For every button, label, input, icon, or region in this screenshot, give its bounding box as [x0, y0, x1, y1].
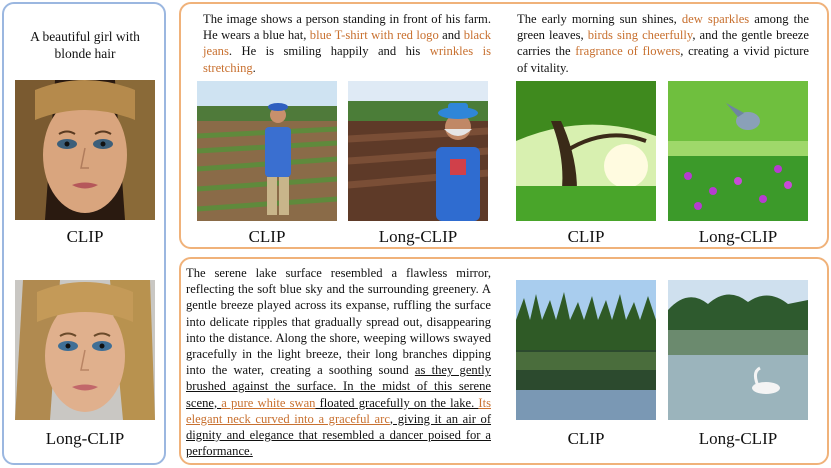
farm-description-text — [203, 11, 491, 76]
farm-longclip-image — [348, 81, 488, 221]
lake-longclip-caption: Long-CLIP — [698, 429, 778, 448]
farm-clip-caption: CLIP — [248, 227, 286, 246]
morning-longclip-image — [668, 81, 808, 221]
lake-longclip-image — [668, 280, 808, 420]
morning-clip-image — [516, 81, 656, 221]
text-segment: , giving it an air of dignity and elegance that resembled a dancer poised for a performance. — [186, 411, 492, 459]
morning-description-text — [517, 11, 809, 76]
text-segment: among the green leaves, — [517, 12, 809, 43]
lake-clip-image — [516, 280, 656, 420]
lake-clip-caption: CLIP — [567, 429, 605, 448]
farm-longclip-caption: Long-CLIP — [378, 227, 458, 246]
left-longclip-caption: Long-CLIP — [45, 429, 125, 448]
text-segment: dew sparkles — [681, 12, 750, 26]
text-segment: a pure white swan — [221, 395, 316, 410]
text-segment: , and the gentle breeze carries the — [517, 28, 809, 59]
text-segment: wrinkles is stretching — [203, 44, 491, 75]
text-segment: and — [438, 28, 464, 43]
text-segment: , creating a vivid picture of vitality. — [517, 44, 809, 75]
text-segment: . — [252, 60, 256, 75]
left-clip-caption: CLIP — [66, 227, 104, 246]
text-segment: black jeans — [203, 28, 491, 59]
text-segment: birds sing cheerfully — [587, 28, 693, 43]
farm-clip-image — [197, 81, 337, 221]
text-segment: floated gracefully on the lake. — [315, 395, 479, 410]
text-segment: The serene lake surface resembled a flawless mirror, reflecting the soft blue sky and the surrounding greenery. A gentle breeze played across its expanse, ruffling the surface into delicate ripples that gradually spread out, disappearing into the distance. Along the shore, weeping willows swayed gracefully in the light breeze, their long branches dipping into the water, creating a soothing sound — [186, 266, 491, 378]
text-segment: Its elegant neck curved into a graceful arc — [186, 395, 491, 426]
morning-longclip-caption: Long-CLIP — [698, 227, 778, 246]
left-longclip-portrait-image — [15, 280, 155, 420]
text-segment: fragrance of flowers — [575, 44, 681, 59]
lake-description-text — [186, 265, 491, 459]
morning-clip-caption: CLIP — [567, 227, 605, 246]
text-segment: The image shows a person standing in front of his farm. He wears a blue hat, — [203, 12, 491, 43]
text-segment: The early morning sun shines, — [517, 12, 682, 26]
left-clip-portrait-image — [15, 80, 155, 220]
text-segment: . He is smiling happily and his — [228, 44, 430, 59]
text-segment: as they gently brushed against the surface. In the midst of this serene scene, — [186, 363, 492, 410]
left-prompt-text: A beautiful girl with blonde hair — [30, 29, 140, 61]
text-segment: blue T-shirt with red logo — [309, 28, 439, 43]
